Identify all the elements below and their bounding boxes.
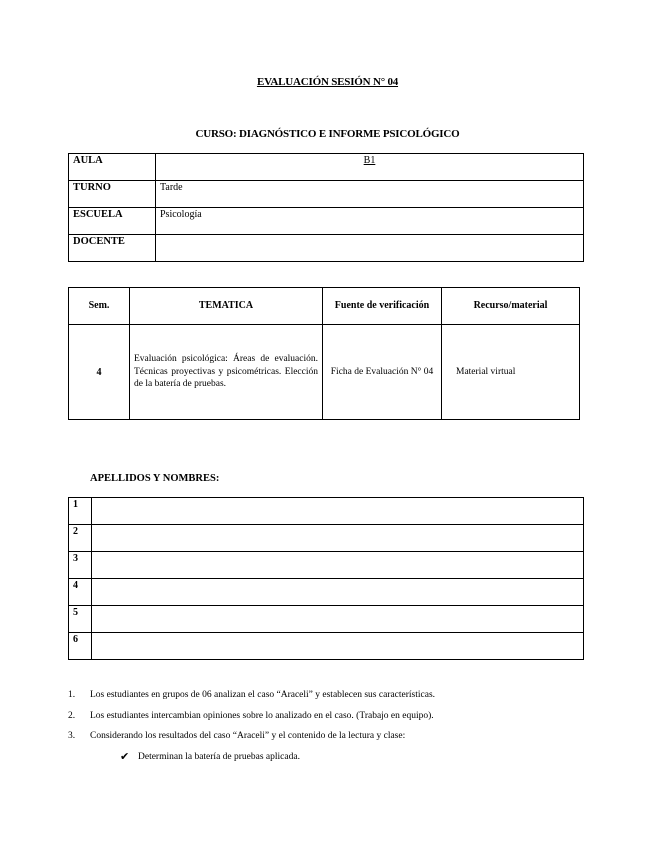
info-row-aula — [69, 154, 584, 181]
name-row — [69, 552, 584, 579]
topic-table — [68, 287, 580, 420]
cell-fuente: Ficha de Evaluación N° 04 — [323, 325, 442, 420]
topic-row — [69, 325, 580, 420]
info-label: AULA — [69, 154, 156, 181]
instruction-sub-item — [68, 747, 588, 768]
header-tematica: TEMATICA — [130, 288, 323, 325]
name-row-number: 2 — [69, 525, 92, 552]
topic-header-row — [69, 288, 580, 325]
name-entry-field[interactable] — [92, 552, 584, 579]
info-value-escuela: Psicología — [156, 208, 584, 235]
name-row — [69, 633, 584, 660]
instruction-number: 1. — [68, 690, 76, 700]
name-entry-field[interactable] — [92, 579, 584, 606]
name-row-number: 5 — [69, 606, 92, 633]
info-label: TURNO — [69, 181, 156, 208]
name-row — [69, 498, 584, 525]
document-title: EVALUACIÓN SESIÓN N° 04 — [256, 76, 399, 88]
info-value-aula: B1 — [156, 154, 584, 181]
instruction-number: 2. — [68, 710, 76, 721]
info-value-turno: Tarde — [156, 181, 584, 208]
cell-recurso: Material virtual — [442, 325, 580, 420]
header-recurso: Recurso/material — [442, 288, 580, 325]
info-row-escuela — [69, 208, 584, 235]
instruction-item — [68, 685, 588, 706]
name-row — [69, 525, 584, 552]
name-entry-field[interactable] — [92, 606, 584, 633]
names-label: APELLIDOS Y NOMBRES: — [90, 473, 220, 484]
header-fuente: Fuente de verificación — [323, 288, 442, 325]
name-entry-field[interactable] — [92, 633, 584, 660]
course-title: CURSO: DIAGNÓSTICO E INFORME PSICOLÓGICO — [195, 128, 460, 140]
info-row-docente — [69, 235, 584, 262]
instruction-item — [68, 726, 588, 747]
name-row-number: 3 — [69, 552, 92, 579]
info-value-docente — [156, 235, 584, 262]
cell-sem: 4 — [69, 325, 130, 420]
name-row — [69, 606, 584, 633]
info-label: DOCENTE — [69, 235, 156, 262]
name-entry-field[interactable] — [92, 525, 584, 552]
info-row-turno — [69, 181, 584, 208]
name-row — [69, 579, 584, 606]
instruction-text: Considerando los resultados del caso “Araceli” y el contenido de la lectura y clase: — [90, 731, 406, 741]
header-sem: Sem. — [69, 288, 130, 325]
instruction-sub-text: Determinan la batería de pruebas aplicada. — [138, 751, 300, 762]
instruction-item — [68, 706, 588, 727]
instructions-list — [68, 685, 588, 767]
name-row-number: 6 — [69, 633, 92, 660]
name-row-number: 4 — [69, 579, 92, 606]
instruction-number: 3. — [68, 731, 76, 741]
instruction-text: Los estudiantes en grupos de 06 analizan el caso “Araceli” y establecen sus características. — [90, 690, 436, 700]
instruction-text: Los estudiantes intercambian opiniones sobre lo analizado en el caso. (Trabajo en equipo). — [90, 710, 434, 721]
name-entry-field[interactable] — [92, 498, 584, 525]
names-table — [68, 497, 584, 660]
info-table — [68, 153, 584, 262]
name-row-number: 1 — [69, 498, 92, 525]
cell-tematica: Evaluación psicológica: Áreas de evaluación. Técnicas proyectivas y psicométricas. Elección de la batería de pruebas. — [130, 325, 323, 420]
check-icon: ✔ — [120, 749, 130, 763]
info-label: ESCUELA — [69, 208, 156, 235]
